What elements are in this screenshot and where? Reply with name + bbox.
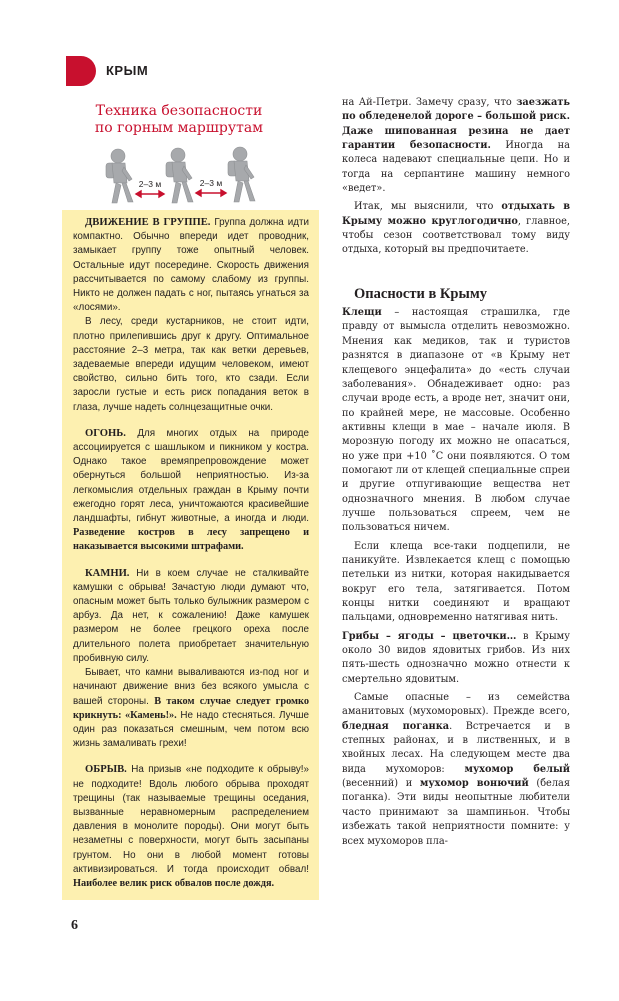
text-run: – настоящая страшилка, где правду от вымысла отделить невозможно. Мнения как медиков, так и туристов разнятся в диапазоне от «в Крыму нет клещевого энцефалита» до «есть случаи заболевания». Обнадеживает одно: раз случаи вроде есть, а вроде нет, значит они, по крайней мере, не массовые. Особенно активны клещи в мае – начале июля. В морозную погоду их можно не опасаться, но уже при +10 ˚С они появляются. О том помогают ли от клещей специальные спреи и другие отпугивающие вещества нет однозначного мнения. В любом случае лучше пользоваться спреем, чем не пользоваться ничем. [342,307,570,534]
tip-text: Для многих отдых на природе ассоциируется с шашлыком и пикником у костра. Однако такое времяпрепровождение может обернуться большой неприятностью. Из-за легкомыслия отдельных граждан в Крыму почти ежегодно горят леса, уничтожаются красивейшие ландшафты, гибнут животные, а иногда и люди. [73,427,309,525]
hikers-distance-illustration [92,145,267,207]
emphasis-run: бледная поганка [342,720,450,732]
distance-label-1: 2–3 м [138,179,162,189]
page-number: 6 [71,918,78,933]
paragraph-mushrooms [342,630,570,687]
tip-heading: ОБРЫВ. [85,764,127,776]
tip-emphasis: В таком случае следует громко крикнуть: «Камень!». [73,695,309,721]
text-run: Если клеща все-таки подцепили, не паникуйте. Извлекается клещ с помощью петельки из нитки, которая накидывается вокруг его тела, затягивается. Потом концы нитки соединяют и вращают пальцами, одновременно натягивая нить. [342,540,570,624]
tip-emphasis: Наиболее велик риск обвалов после дождя. [73,877,275,889]
tip-heading: ОГОНЬ. [85,427,126,439]
chapter-title: КРЫМ [106,63,149,78]
emphasis-run: Клещи [342,307,382,319]
tip-cliff [73,763,309,891]
tip-text: Не надо стесняться. Лучше один раз показаться смешным, чем потом всю жизнь замаливать грехи! [73,709,309,750]
text-run: . Встречается и в степных районах, и в лиственных, и в хвойных лесах. На следующем месте два вида мухоморов: [342,720,571,775]
emphasis-run: заезжать по обледенелой дороге – большой риск. Даже шипованная резина не дает гарантии безопасности. [342,97,570,152]
main-text-column [342,96,570,849]
section-title-line-2: по горным маршрутам [94,120,264,136]
hiker-1-icon [106,149,133,203]
text-run: Иногда на колеса надевают специальные цепи. Но и тогда на серпантине машину немного «ведет». [342,140,570,195]
safety-tips-box [62,210,319,900]
section-title-line-1: Техника безопасности [95,103,263,119]
section-title [79,103,279,137]
paragraph-ticks [342,306,570,536]
tip-text: Группа должна идти компактно. Обычно впереди идет проводник, замыкает группу тоже опытный человек. Остальные идут посередине. Скорость движения рассчитывается по самому слабому из группы. Никто не должен падать с ног, пытаясь угнаться за «лосями». [73,217,309,314]
tip-heading: ДВИЖЕНИЕ В ГРУППЕ. [85,217,211,228]
tip-text: На призыв «не подходите к обрыву!» не подходите! Вдоль любого обрыва проходят трещины (так называемые трещины оседания, вызванные неравномерным распределением давления в монолите породы). Они могут быть незаметны с поверхности, могут быть засыпаны грунтом. Но они в любой момент готовы активизироваться. И тогда происходит обвал! [73,764,309,875]
tip-stones-falling [73,666,309,751]
text-run: Самые опасные – из семейства аманитовых (мухоморовых). Прежде всего, [342,692,570,718]
hiker-3-icon [228,147,255,202]
paragraph-ai-petri [342,96,570,196]
text-run: на Ай-Петри. Замечу сразу, что [342,97,517,108]
tip-group-movement [73,216,309,315]
paragraph-year-round [342,200,570,257]
chapter-tab-marker [66,56,96,86]
emphasis-run: мухомор белый [464,763,570,775]
text-run: Итак, мы выяснили, что [354,201,502,213]
tip-text: Ни в коем случае не сталкивайте камушки с обрыва! Зачастую люди думают что, опасным может быть только булыжник размером с арбуз. Да нет, к сожалению! Даже камушек размером не более грецкого ореха после длительного полета приобретает значительную пробивную силу. [73,567,309,664]
tip-emphasis: Разведение костров в лесу запрещено и наказывается высокими штрафами. [73,527,309,553]
distance-arrow-1 [136,191,164,197]
tip-group-distance [73,315,309,414]
text-run: (белая поганка). Эти виды неопытные любители часто принимают за шампиньон. Чтобы избежать такой неприятности помните: у всех мухоморов пла- [342,778,570,847]
emphasis-run: мухомор вонючий [419,778,529,790]
tip-heading: КАМНИ. [85,567,130,579]
text-run: в Крыму около 30 видов ядовитых грибов. Из них пять-шесть однозначно можно отнести к смертельно ядовитым. [342,630,570,685]
emphasis-run: отдыхать в Крыму можно круглогодично [342,201,570,227]
text-run: (весенний) и [342,778,420,790]
distance-arrow-2 [196,190,226,196]
text-run: , главное, чтобы сезон соответствовал тому виду отдыха, который вы предпочитаете. [342,215,570,256]
emphasis-run: Грибы – ягоды – цветочки… [342,630,517,642]
paragraph-tick-removal [342,540,570,626]
hiker-2-icon [166,148,193,203]
tip-text: В лесу, среди кустарников, не стоит идти, плотно прилепившись друг к другу. Оптимальное расстояние 2–3 метра, так как ветки деревьев, задеваемые впереди идущим человеком, имеют свойство, сильно бить того, кто сзади. Если заросли густые и есть риск попадания веток в глаза, лучше надеть солнцезащитные очки. [73,316,309,413]
tip-fire [73,427,309,555]
heading-dangers: Опасности в Крыму [354,285,487,302]
tip-text: Бывает, что камни вываливаются из-под ног и начинают движение вниз без всякого умысла с вашей стороны. [73,667,309,707]
distance-label-2: 2–3 м [199,178,223,188]
paragraph-amanita [342,691,570,849]
tip-stones [73,567,309,666]
